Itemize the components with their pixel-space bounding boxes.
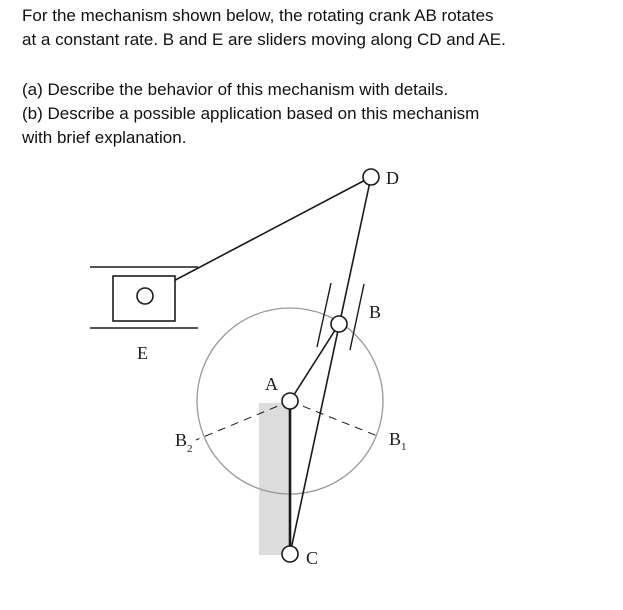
part-b-line-1: (b) Describe a possible application based on this mechanism	[22, 104, 480, 123]
label-b2: B	[175, 430, 188, 450]
joint-e	[137, 288, 153, 304]
label-a: A	[265, 374, 278, 394]
joint-c	[282, 546, 298, 562]
dashed-line-a-b1	[290, 401, 380, 437]
label-e: E	[137, 343, 148, 363]
slider-b-sleeve-right	[350, 284, 364, 350]
intro-line-1: For the mechanism shown below, the rotating crank AB rotates	[22, 6, 494, 25]
label-b: B	[369, 302, 382, 322]
ground-block	[259, 403, 289, 555]
joint-a	[282, 393, 298, 409]
label-d: D	[386, 168, 399, 188]
intro-line-2: at a constant rate. B and E are sliders moving along CD and AE.	[22, 30, 506, 49]
part-b-line-2: with brief explanation.	[22, 128, 187, 147]
label-b1: B	[389, 429, 402, 449]
part-a: (a) Describe the behavior of this mechanism with details.	[22, 80, 449, 99]
link-de	[145, 177, 371, 296]
label-c: C	[306, 548, 319, 568]
label-b2-subscript: 2	[187, 443, 193, 455]
slider-b-sleeve-left	[317, 283, 331, 347]
joint-d	[363, 169, 379, 185]
rocker-cd	[290, 177, 371, 554]
label-b1-subscript: 1	[401, 441, 407, 453]
joint-b	[331, 316, 347, 332]
